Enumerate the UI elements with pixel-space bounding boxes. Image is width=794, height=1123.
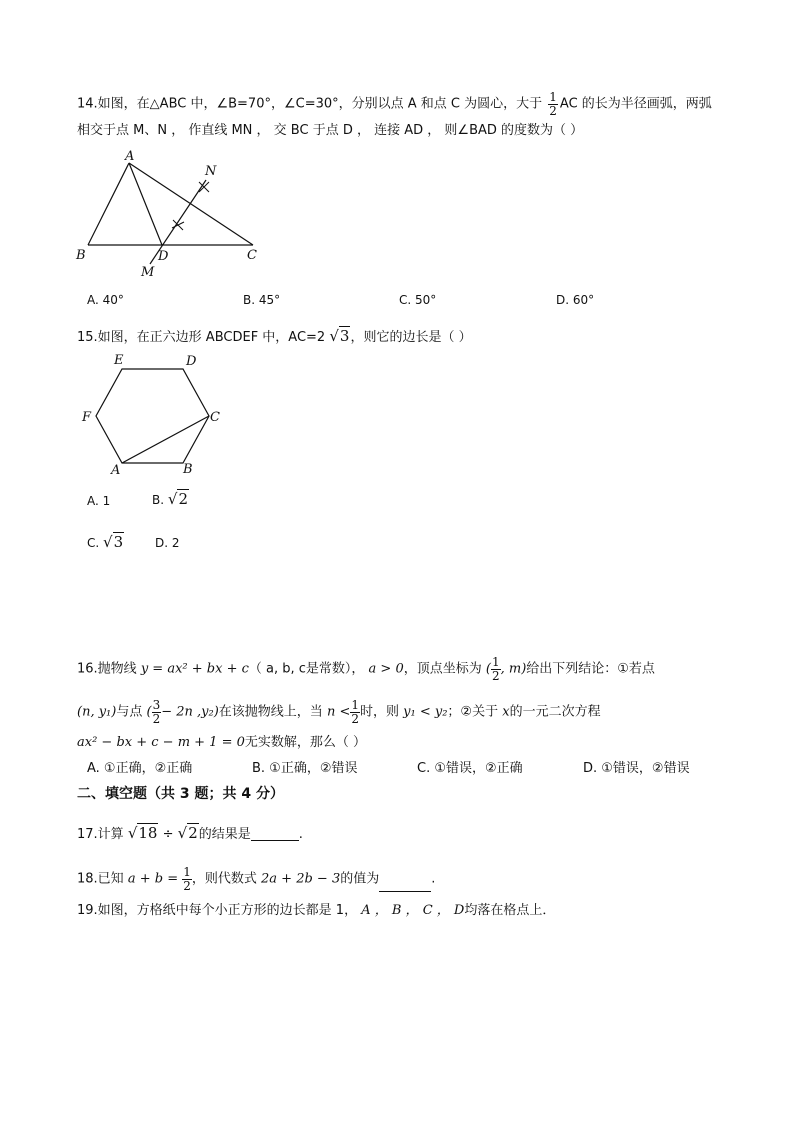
q14-label-D: D — [158, 249, 169, 264]
q15-option-b[interactable] — [152, 492, 189, 507]
q18-text-a: 18.已知 — [77, 871, 124, 887]
q16-option-c[interactable]: C. ①错误，②正确 — [417, 761, 523, 776]
q14-option-b[interactable]: B. 45° — [243, 293, 281, 307]
q16-equation-2: ax² − bx + c − m + 1 = 0 — [77, 735, 245, 750]
q16-comparison: y₁ < y₂ — [403, 704, 448, 720]
q16-text-c: ，顶点坐标为 — [403, 661, 482, 677]
q16-equation: y = ax² + bx + c — [140, 661, 249, 677]
q14-label-M: M — [141, 265, 155, 280]
q14-label-C: C — [247, 248, 257, 263]
q19-text-b: 均落在格点上． — [464, 903, 556, 918]
q14-triangle-figure — [70, 148, 270, 280]
q15-label-E: E — [114, 353, 124, 368]
q15-label-F: F — [82, 410, 92, 425]
q17-answer-blank[interactable] — [251, 828, 299, 841]
q14-option-a[interactable]: A. 40° — [87, 293, 124, 307]
q14-frac-den: 2 — [549, 103, 557, 118]
q15-option-a[interactable]: A. 1 — [87, 494, 111, 508]
q16-line1: 16.抛物线 y = ax² + bx + c（ a, b, c是常数）， a > 0，顶点坐标为 ( $\frac{1}{2}$ , m)给出下列结论：①若点 — [77, 655, 655, 683]
q18-question: 18.已知 a + b = $\frac{1}{2}$ ，则代数式 2a + 2b − 3的值为 . — [77, 865, 436, 893]
q18-answer-blank[interactable] — [379, 879, 431, 892]
q18-text-b: ，则代数式 — [191, 871, 257, 887]
q16-point-2: − 2n ,y₂) — [161, 704, 219, 720]
q17-sqrt-2-val: 2 — [188, 824, 198, 842]
q17-text-a: 17.计算 — [77, 827, 124, 842]
q16-text-i: 的一元二次方程 — [509, 704, 601, 720]
q16-point-1: (n, y₁) — [77, 704, 117, 720]
q15-sqrt-val: 3 — [339, 327, 350, 345]
q15-text-b: ，则它的边长是（ ） — [350, 330, 472, 345]
q14-text-b: AC 的长为半径画弧，两弧 — [559, 96, 712, 112]
q16-option-b[interactable]: B. ①正确，②错误 — [252, 761, 358, 776]
q16-vertex-den: 2 — [491, 668, 500, 683]
q15-text-a: 15.如图，在正六边形 ABCDEF 中，AC=2 — [77, 330, 326, 345]
q17-operator: ÷ — [162, 827, 174, 842]
q17-sqrt-1: √18 — [127, 824, 158, 842]
q18-frac-num: 1 — [183, 865, 191, 879]
q15-option-b-label: B. — [152, 493, 165, 507]
q15-label-A: A — [111, 463, 121, 478]
q14-frac-num: 1 — [549, 90, 557, 104]
q15-label-B: B — [183, 462, 193, 477]
q16-point2-num: 3 — [152, 698, 161, 712]
q15-option-c[interactable] — [87, 535, 124, 550]
q19-text-a: 19.如图，方格纸中每个小正方形的边长都是 1， — [77, 903, 358, 918]
q16-text-e: 与点 — [116, 704, 143, 720]
q14-label-B: B — [76, 248, 86, 263]
q18-fraction — [182, 866, 192, 892]
q19-question — [77, 904, 555, 917]
q16-ineq-frac — [350, 699, 360, 725]
q18-text-c: 的值为 — [340, 871, 380, 887]
q14-line2: 相交于点 M、N ， 作直线 MN ， 交 BC 于点 D ， 连接 AD ， 则∠BAD 的度数为（ ） — [77, 123, 584, 138]
q15-option-c-value: 3 — [113, 533, 124, 551]
q17-sqrt-2: √2 — [177, 824, 198, 842]
q16-text-b: （ a, b, c是常数）， — [248, 661, 365, 677]
q16-line3 — [77, 736, 366, 749]
q15-option-b-sqrt: √2 — [167, 490, 188, 508]
q16-option-a[interactable]: A. ①正确，②正确 — [87, 761, 193, 776]
q15-hexagon-figure — [76, 350, 226, 480]
q16-vertex-num: 1 — [491, 655, 500, 669]
q16-text-a: 16.抛物线 — [77, 661, 137, 677]
q16-inequality: n < — [326, 704, 351, 720]
q15-option-c-sqrt: √3 — [103, 533, 124, 551]
q18-expression: 2a + 2b − 3 — [261, 871, 341, 887]
q17-sqrt-1-val: 18 — [138, 824, 158, 842]
q19-points: A ， B ， C ， D — [361, 903, 465, 918]
q16-point2-den: 2 — [152, 711, 161, 726]
q14-label-A: A — [125, 149, 135, 164]
q16-option-d[interactable]: D. ①错误，②错误 — [583, 761, 690, 776]
q16-text-j: 无实数解，那么（ ） — [244, 735, 367, 750]
q16-var-x: x — [502, 704, 510, 720]
q14-option-d[interactable]: D. 60° — [556, 293, 595, 307]
q15-question — [77, 329, 472, 344]
q15-label-C: C — [210, 410, 220, 425]
q15-option-b-value: 2 — [178, 490, 188, 508]
q16-ineq-num: 1 — [351, 698, 359, 712]
q16-text-d: 给出下列结论：①若点 — [526, 661, 655, 677]
q14-label-N: N — [205, 164, 217, 179]
section-heading: 二、填空题（共 3 题；共 4 分） — [77, 786, 284, 802]
q17-text-b: 的结果是 — [198, 827, 251, 842]
q16-text-f: 在该抛物线上，当 — [218, 704, 323, 720]
q14-line1 — [77, 91, 712, 117]
q16-vertex-m: , m) — [500, 661, 527, 677]
q18-frac-den: 2 — [183, 878, 191, 893]
q16-condition: a > 0 — [368, 661, 404, 677]
q15-option-d[interactable]: D. 2 — [155, 536, 180, 550]
q16-text-h: ；②关于 — [447, 704, 499, 720]
q16-point2-frac — [152, 699, 162, 725]
q16-text-g: 时，则 — [359, 704, 399, 720]
q16-line2: (n, y₁)与点 ( $\frac{3}{2}$ − 2n ,y₂)在该抛物线上，当 n < $\frac{1}{2}$ 时，则 y₁ < y₂；②关于 x的一元二次方程 — [77, 698, 601, 726]
q14-text-a: 14.如图，在△ABC 中，∠B=70°，∠C=30°，分别以点 A 和点 C 为圆心，大于 — [77, 96, 543, 112]
q17-question: 17.计算 √18 ÷ √2的结果是 . — [77, 824, 303, 842]
q15-label-D: D — [186, 354, 197, 369]
q16-vertex-frac — [491, 656, 501, 682]
q14-option-c[interactable]: C. 50° — [399, 293, 437, 307]
q18-equation: a + b = — [127, 871, 179, 887]
q16-ineq-den: 2 — [351, 711, 359, 726]
q14-fraction — [548, 91, 558, 117]
q15-option-c-label: C. — [87, 536, 100, 550]
q15-sqrt: √3 — [329, 327, 350, 345]
